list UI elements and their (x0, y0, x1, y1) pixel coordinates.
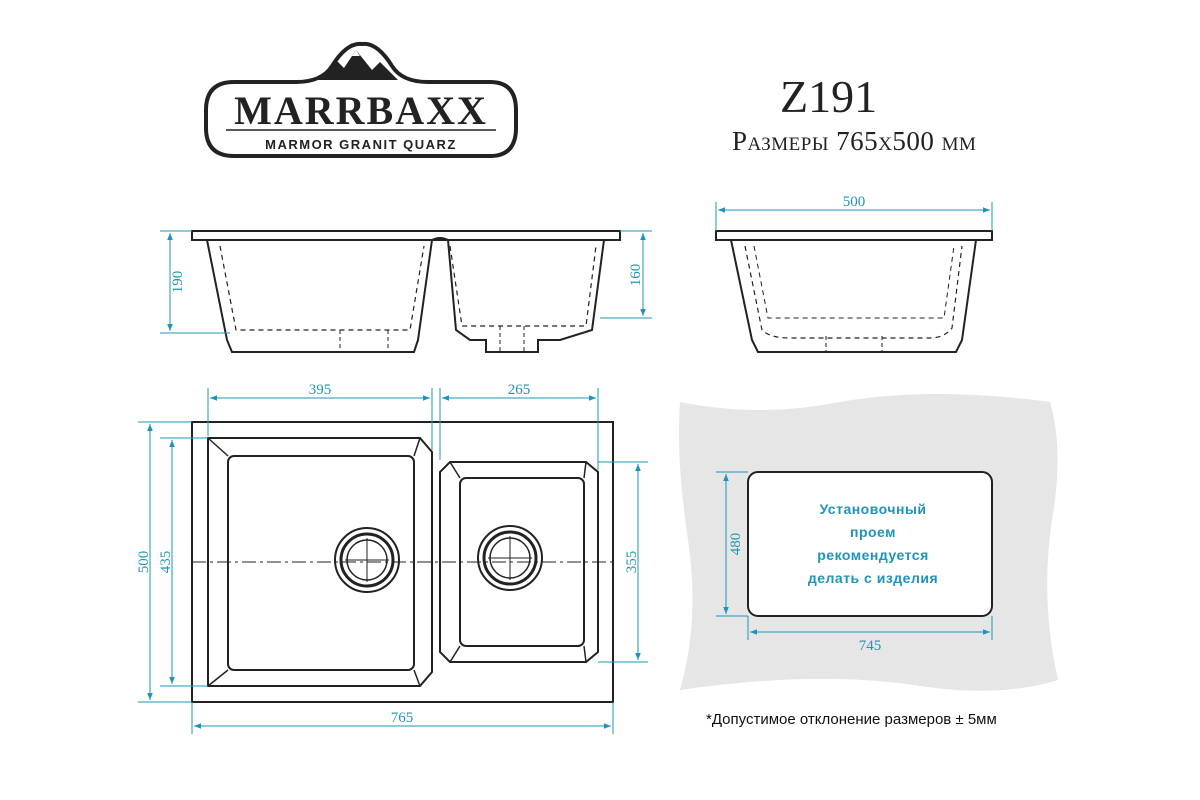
dim-cutout-height: 480 (728, 532, 744, 556)
dim-side-height-right: 160 (628, 263, 644, 287)
drain-right-icon (478, 526, 542, 590)
dim-end-width: 500 (842, 194, 866, 210)
dim-overall-height: 500 (136, 550, 152, 574)
dim-bowl-right-width: 265 (507, 382, 531, 398)
top-view (136, 382, 648, 734)
side-view (160, 231, 652, 352)
cutout-note-line: делать с изделия (807, 570, 939, 586)
brand-tagline: MARMOR GRANIT QUARZ (265, 137, 457, 152)
cutout-note-line: проем (849, 524, 897, 540)
brand-logo (206, 44, 516, 156)
dim-side-height-left: 190 (170, 270, 186, 294)
dimensions-caption: Размеры 765x500 мм (732, 126, 977, 156)
cutout-note-line: Установочный (819, 501, 927, 517)
drain-left-icon (335, 528, 399, 592)
dim-bowl-right-height: 355 (624, 550, 640, 574)
tolerance-note: *Допустимое отклонение размеров ± 5мм (706, 711, 997, 728)
dim-bowl-left-height: 435 (158, 550, 174, 574)
dim-overall-width: 765 (390, 710, 414, 726)
cutout-note (755, 498, 991, 590)
dim-cutout-width: 745 (858, 638, 882, 654)
end-view (716, 194, 992, 352)
brand-name: MARRBAXX (234, 88, 488, 133)
model-title: Z191 (780, 71, 878, 122)
cutout-note-line: рекомендуется (817, 547, 929, 563)
dim-bowl-left-width: 395 (308, 382, 332, 398)
